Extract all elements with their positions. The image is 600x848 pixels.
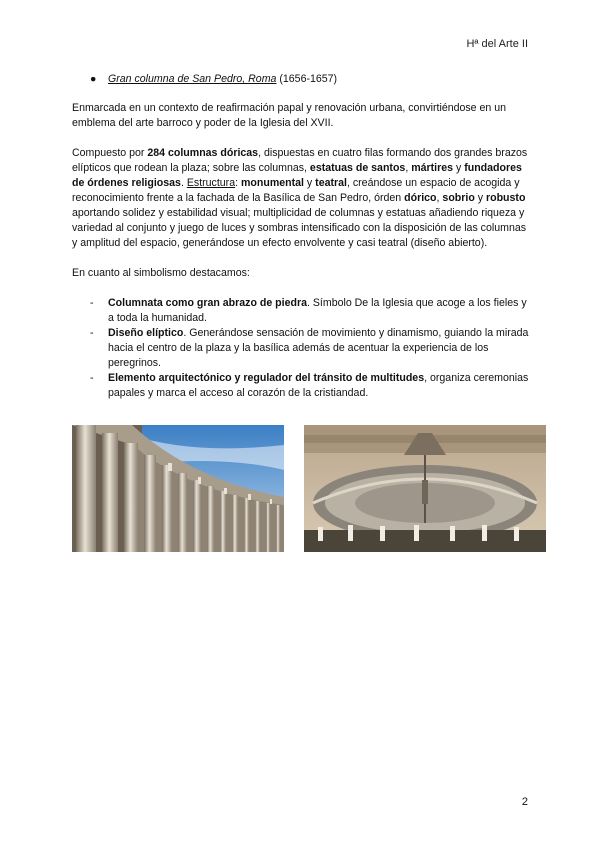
text: .: [180, 177, 187, 189]
underlined-text: Estructura: [186, 177, 236, 189]
list-item: [72, 371, 530, 401]
paragraph-context: Enmarcada en un contexto de reafirmación papal y renovación urbana, convirtiéndose en un emblema del arte barroco y poder de la Iglesia del XVII.: [72, 102, 507, 129]
text: y: [453, 162, 465, 174]
topic-dates: (1656-1657): [276, 73, 338, 85]
document-body: [72, 72, 530, 401]
text: :: [235, 177, 241, 189]
text: , creándose un espacio de acogida y reconocimiento frente a la fachada de la Basílica de San Pedro, órden: [72, 177, 520, 204]
paragraph-symbolism-intro: En cuanto al simbolismo destacamos:: [72, 267, 250, 279]
bold-text: Diseño elíptico: [108, 327, 184, 339]
colonnade-illustration: [72, 425, 284, 552]
square-aerial-illustration: [304, 425, 546, 552]
topic-bullet: [72, 72, 530, 87]
text: , organiza ceremonias papales y marca el acceso al corazón de la cristiandad.: [108, 372, 529, 399]
topic-link[interactable]: Gran columna de San Pedro, Roma: [108, 73, 277, 85]
text: y: [303, 177, 316, 189]
bold-text: Elemento arquitectónico y regulador del tránsito de multitudes: [108, 372, 425, 384]
text: aportando solidez y estabilidad visual; multiplicidad de columnas y estatuas añadiendo riqueza y variedad al conjunto y juego de luces y sombras intensificado con la disposición de las columnas y amplitud del espacio, generándose un efecto envolvente y casi teatral (diseño abierto).: [72, 207, 527, 249]
colonnade-photo: [72, 425, 284, 552]
text: ,: [436, 192, 443, 204]
page-header: Hª del Arte II: [466, 38, 528, 50]
paragraph-description: [72, 146, 530, 251]
list-item: [72, 326, 530, 371]
photo-row: [72, 425, 548, 552]
text: Compuesto por: [72, 147, 148, 159]
bold-text: estatuas de santos: [309, 162, 406, 174]
bold-text: sobrio: [442, 192, 475, 204]
symbolism-list: [72, 296, 530, 401]
square-aerial-photo: [304, 425, 546, 552]
bold-text: mártires: [411, 162, 454, 174]
bold-text: 284 columnas dóricas: [147, 147, 259, 159]
text: . Símbolo De la Iglesia que acoge a los fieles y a toda la humanidad.: [108, 297, 527, 324]
bold-text: Columnata como gran abrazo de piedra: [108, 297, 307, 309]
dash: -: [90, 372, 94, 384]
bold-text: monumental: [241, 177, 304, 189]
list-item: [72, 296, 530, 326]
bold-text: robusto: [485, 192, 526, 204]
bold-text: fundadores de órdenes religiosas: [72, 162, 522, 189]
dash: -: [90, 297, 94, 309]
text: . Generándose sensación de movimiento y dinamismo, guiando la mirada hacia el centro de la plaza y la basílica además de acentuar la experiencia de los peregrinos.: [108, 327, 529, 369]
bold-text: teatral: [315, 177, 347, 189]
bold-text: dórico: [404, 192, 437, 204]
text: y: [474, 192, 486, 204]
dash: -: [90, 327, 94, 339]
text: ,: [405, 162, 412, 174]
text: , dispuestas en cuatro filas formando dos grandes brazos elípticos que rodean la plaza; sobre las columnas,: [72, 147, 528, 174]
page-number: 2: [521, 796, 528, 808]
bullet-dot: ●: [90, 73, 97, 85]
